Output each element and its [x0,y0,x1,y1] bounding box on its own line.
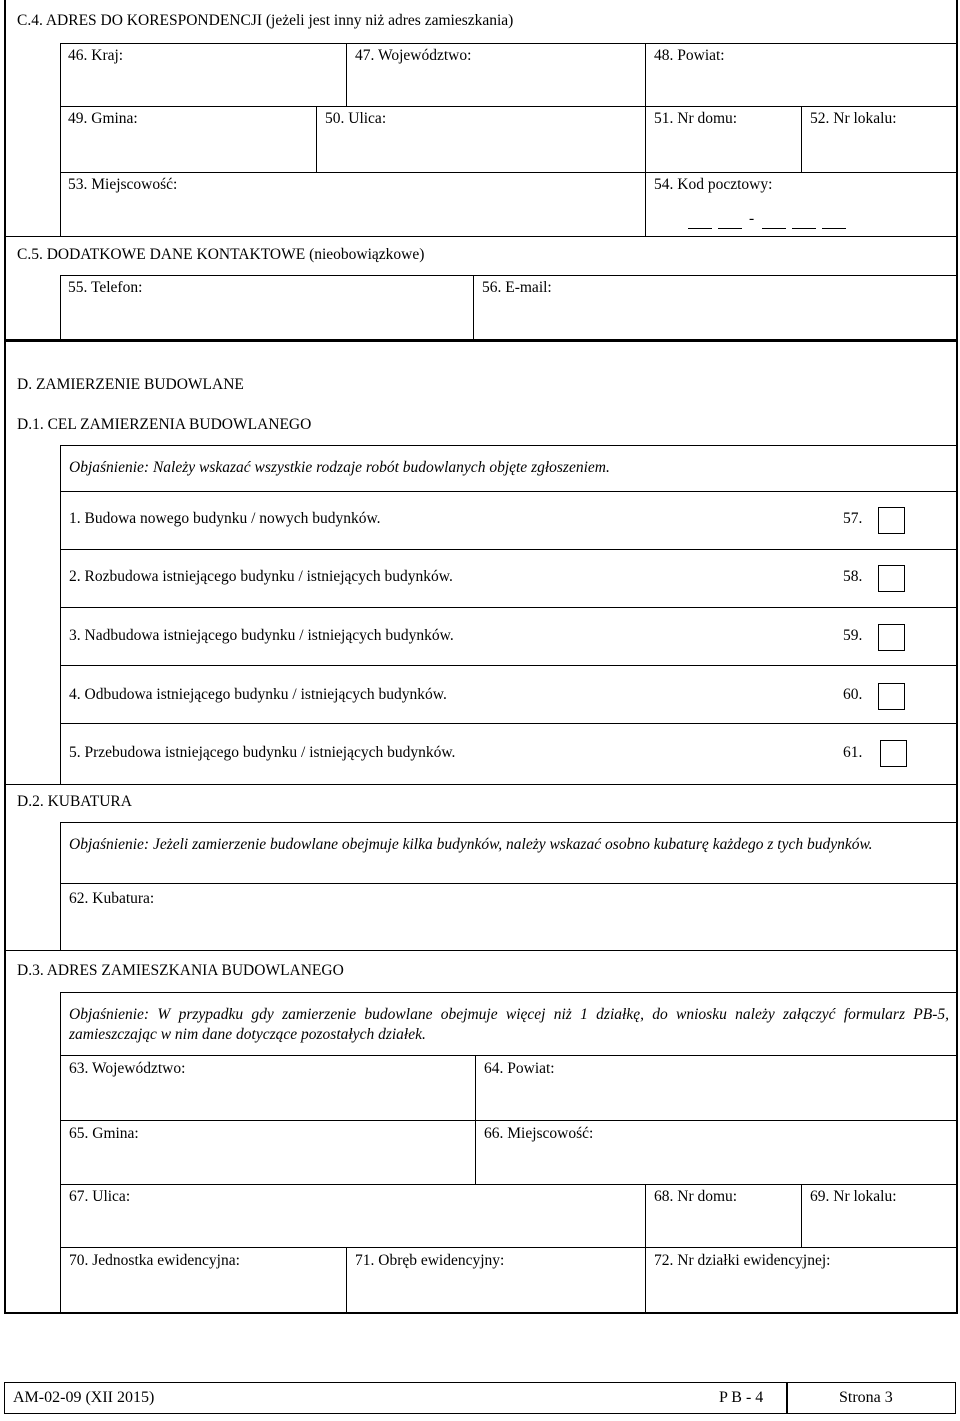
option-number: 59. [843,627,863,644]
field-50-ulica[interactable]: 50. Ulica: [325,110,387,127]
field-46-kraj[interactable]: 46. Kraj: [68,47,124,64]
grid-line [60,106,61,172]
grid-line [60,445,61,785]
d2-heading: D.2. KUBATURA [17,793,132,810]
option-label: 2. Rozbudowa istniejącego budynku / istniejących budynków. [69,568,453,585]
grid-line [801,1184,802,1248]
field-53-miejscowosc[interactable]: 53. Miejscowość: [68,176,178,193]
grid-line [60,822,956,823]
checkbox-57[interactable] [878,507,905,534]
grid-line [645,106,646,172]
postal-separator: - [749,210,755,227]
option-number: 60. [843,686,863,703]
grid-line [60,172,956,173]
grid-line [60,491,956,492]
grid-line [60,275,61,339]
grid-line [801,106,802,172]
grid-line [60,822,61,951]
field-48-powiat[interactable]: 48. Powiat: [654,47,725,64]
frame-right [956,0,958,342]
grid-line [60,275,956,276]
option-number: 57. [843,510,863,527]
field-64-powiat[interactable]: 64. Powiat: [484,1060,555,1077]
grid-line [60,1120,956,1121]
grid-line [60,43,61,106]
field-55-telefon[interactable]: 55. Telefon: [68,279,143,296]
grid-line [60,607,956,608]
grid-line [346,1247,347,1312]
grid-line [645,1184,646,1248]
grid-line [60,106,956,107]
field-69-nr-lokalu[interactable]: 69. Nr lokalu: [810,1188,897,1205]
field-51-nr-domu[interactable]: 51. Nr domu: [654,110,738,127]
grid-line [60,43,956,44]
postal-code-input[interactable] [688,210,858,232]
checkbox-59[interactable] [878,624,905,651]
field-52-nr-lokalu[interactable]: 52. Nr lokalu: [810,110,897,127]
field-65-gmina[interactable]: 65. Gmina: [69,1125,139,1142]
field-72-nr-dzialki[interactable]: 72. Nr działki ewidencyjnej: [654,1252,831,1269]
field-63-wojewodztwo[interactable]: 63. Województwo: [69,1060,186,1077]
option-label: 3. Nadbudowa istniejącego budynku / istniejących budynków. [69,627,454,644]
footer-divider [786,1382,788,1414]
field-47-wojewodztwo[interactable]: 47. Województwo: [355,47,472,64]
grid-line [473,275,474,339]
option-label: 5. Przebudowa istniejącego budynku / istniejących budynków. [69,744,456,761]
field-49-gmina[interactable]: 49. Gmina: [68,110,138,127]
grid-line [645,172,646,237]
grid-line [60,549,956,550]
grid-line [60,1184,956,1185]
checkbox-60[interactable] [878,683,905,710]
d3-heading: D.3. ADRES ZAMIESZKANIA BUDOWLANEGO [17,962,344,979]
option-label: 1. Budowa nowego budynku / nowych budynków. [69,510,381,527]
grid-line [60,172,61,237]
d2-note: Objaśnienie: Jeżeli zamierzenie budowlane obejmuje kilka budynków, należy wskazać osobno kubaturę każdego z tych budynków. [69,836,873,853]
field-68-nr-domu[interactable]: 68. Nr domu: [654,1188,738,1205]
grid-line [60,665,956,666]
d1-note: Objaśnienie: Należy wskazać wszystkie rodzaje robót budowlanych objęte zgłoszeniem. [69,459,610,476]
grid-line [60,992,61,1312]
grid-line [60,1247,956,1248]
grid-line [4,236,957,237]
frame-left [4,0,6,342]
field-62-kubatura[interactable]: 62. Kubatura: [69,890,155,907]
grid-line [60,883,956,884]
option-number: 58. [843,568,863,585]
footer-form-name: P B - 4 [719,1389,764,1406]
field-56-email[interactable]: 56. E-mail: [482,279,552,296]
grid-line [60,1055,956,1056]
grid-line [645,1247,646,1312]
frame-right-lower [956,342,958,1314]
field-70-jednostka-ewidencyjna[interactable]: 70. Jednostka ewidencyjna: [69,1252,240,1269]
option-label: 4. Odbudowa istniejącego budynku / istniejących budynków. [69,686,447,703]
grid-line [316,106,317,172]
footer-form-code: AM-02-09 (XII 2015) [13,1389,155,1406]
d1-heading: D.1. CEL ZAMIERZENIA BUDOWLANEGO [17,416,312,433]
d-heading: D. ZAMIERZENIE BUDOWLANE [17,376,244,393]
field-66-miejscowosc[interactable]: 66. Miejscowość: [484,1125,594,1142]
grid-line [60,992,956,993]
field-71-obreb-ewidencyjny[interactable]: 71. Obręb ewidencyjny: [355,1252,505,1269]
grid-line [60,723,956,724]
field-54-kod-pocztowy[interactable]: 54. Kod pocztowy: [654,176,773,193]
c4-heading: C.4. ADRES DO KORESPONDENCJI (jeżeli jest inny niż adres zamieszkania) [17,12,514,29]
grid-line [645,43,646,106]
grid-line [4,784,957,785]
checkbox-58[interactable] [878,565,905,592]
checkbox-61[interactable] [880,740,907,767]
grid-line [60,445,956,446]
d3-note: Objaśnienie: W przypadku gdy zamierzenie budowlane obejmuje więcej niż 1 działkę, do wniosku należy załączyć formularz PB-5, zamieszczając w nim dane dotyczące pozostałych działek. [69,1006,949,1043]
frame-left-lower [4,342,6,1314]
field-67-ulica[interactable]: 67. Ulica: [69,1188,131,1205]
grid-line [4,950,957,951]
frame-bottom [4,1312,957,1314]
c5-heading: C.5. DODATKOWE DANE KONTAKTOWE (nieobowiązkowe) [17,246,425,263]
footer-page-number: Strona 3 [839,1389,893,1406]
section-separator [4,339,957,342]
option-number: 61. [843,744,863,761]
grid-line [346,43,347,106]
